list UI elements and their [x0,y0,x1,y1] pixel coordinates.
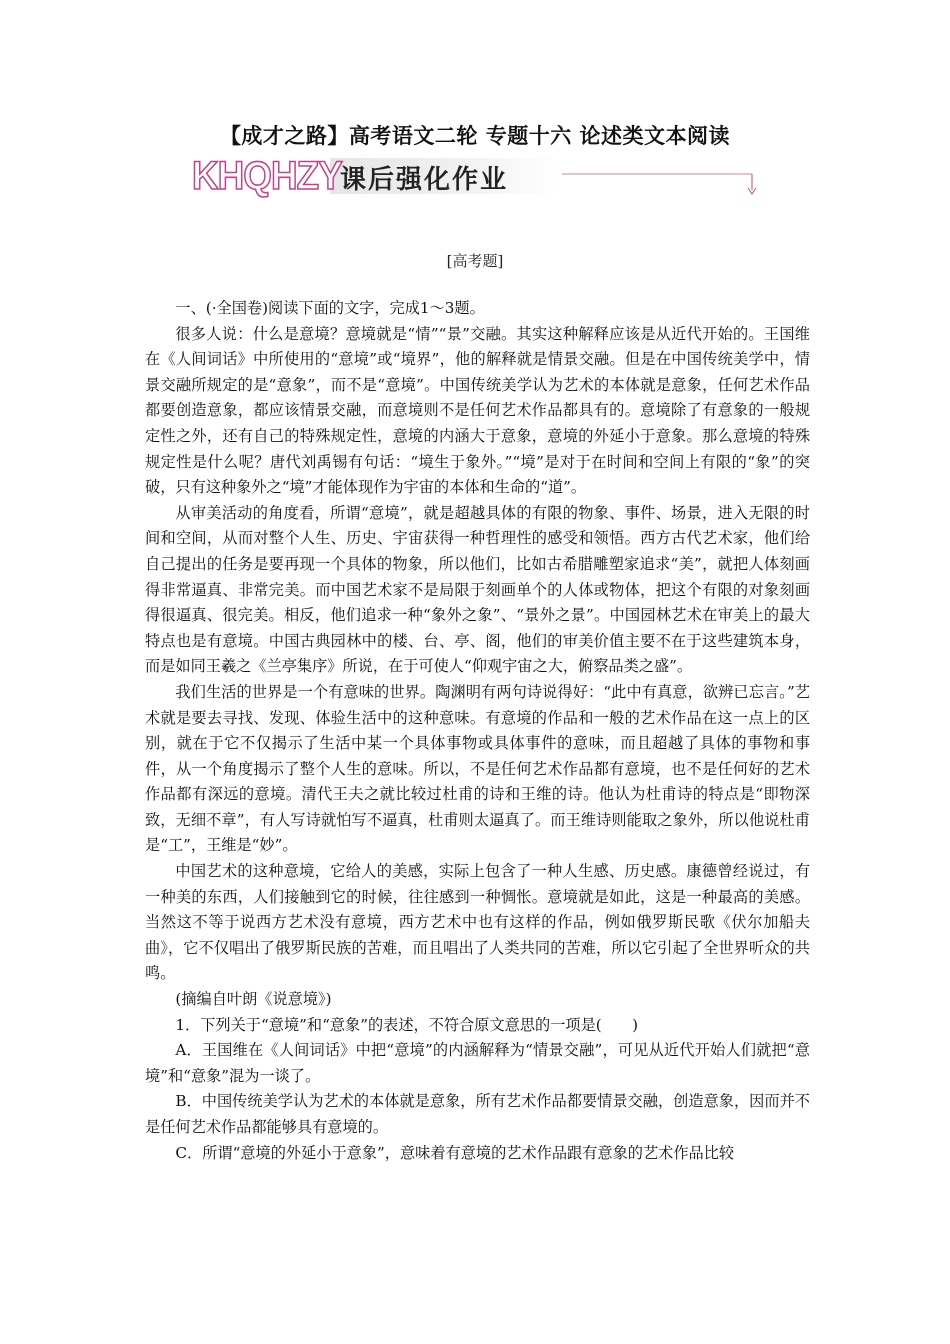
paragraph: 我们生活的世界是一个有意味的世界。陶渊明有两句诗说得好：“此中有真意，欲辨已忘言。”艺术就是要去寻找、发现、体验生活中的这种意味。有意境的作品和一般的艺术作品在这一点上的区别，就在于它不仅揭示了生活中某一个具体事物或具体事件的意味，而且超越了具体的事物和事件，从一个角度揭示了整个人生的意味。所以，不是任何艺术作品都有意境，也不是任何好的艺术作品都有深远的意境。清代王夫之就比较过杜甫的诗和王维的诗。他认为杜甫诗的特点是“即物深致，无细不章”，有人写诗就怕写不逼真，杜甫则太逼真了。而王维诗则能取之象外，所以他说杜甫是“工”，王维是“妙”。 [145,682,810,855]
page-title: 【成才之路】高考语文二轮 专题十六 论述类文本阅读 [219,124,731,148]
option-b: B．中国传统美学认为艺术的本体就是意象，所有艺术作品都要情景交融，创造意象，因而并不是任何艺术作品都能够具有意境的。 [145,1092,810,1136]
section-label: [高考题] [446,252,504,270]
question-intro: 一、(·全国卷)阅读下面的文字，完成1～3题。 [175,299,485,317]
banner-label: 课后强化作业 [340,165,509,195]
paragraph: 从审美活动的角度看，所谓“意境”，就是超越具体的有限的物象、事件、场景，进入无限的时间和空间，从而对整个人生、历史、宇宙获得一种哲理性的感受和领悟。西方古代艺术家，他们给自己提出的任务是要再现一个具体的物象，所以他们，比如古希腊雕塑家追求“美”，就把人体刻画得非常逼真、非常完美。而中国艺术家不是局限于刻画单个的人体或物体，把这个有限的对象刻画得很逼真、很完美。相反，他们追求一种“象外之象”、“景外之景”。中国园林艺术在审美上的最大特点也是有意境。中国古典园林中的楼、台、亭、阁，他们的审美价值主要不在于这些建筑本身，而是如同王羲之《兰亭集序》所说，在于可使人“仰观宇宙之大，俯察品类之盛”。 [145,503,810,676]
question-1: 1．下列关于“意境”和“意象”的表述，不符合原文意思的一项是( ) [175,1015,639,1034]
source-citation: (摘编自叶朗《说意境》) [175,990,332,1009]
paragraph: 很多人说：什么是意境？意境就是“情”“景”交融。其实这种解释应该是从近代开始的。王国维在《人间词话》中所使用的“意境”或“境界”，他的解释就是情景交融。但是在中国传统美学中，情景交融所规定的是“意象”，而不是“意境”。中国传统美学认为艺术的本体就是意象，任何艺术作品都要创造意象，都应该情景交融，而意境则不是任何艺术作品都具有的。意境除了有意象的一般规定性之外，还有自己的特殊规定性，意境的内涵大于意象，意境的外延小于意象。那么意境的特殊规定性是什么呢？唐代刘禹锡有句话：“境生于象外。”“境”是对于在时间和空间上有限的“象”的突破，只有这种象外之“境”才能体现作为宇宙的本体和生命的“道”。 [145,324,810,497]
paragraph: 中国艺术的这种意境，它给人的美感，实际上包含了一种人生感、历史感。康德曾经说过，有一种美的东西，人们接触到它的时候，往往感到一种惆怅。意境就是如此，这是一种最高的美感。当然这不等于说西方艺术没有意境，西方艺术中也有这样的作品，例如俄罗斯民歌《伏尔加船夫曲》，它不仅唱出了俄罗斯民族的苦难，而且唱出了人类共同的苦难，所以它引起了全世界听众的共鸣。 [145,862,810,983]
banner [190,150,770,210]
banner-logo: KHQHZY [192,154,342,198]
option-a: A．王国维在《人间词话》中把“意境”的内涵解释为“情景交融”，可见从近代开始人们就把“意境”和“意象”混为一谈了。 [145,1041,810,1085]
option-c: C．所谓“意境的外延小于意象”，意味着有意境的艺术作品跟有意象的艺术作品比较 [175,1143,735,1162]
article-body [145,296,810,1166]
